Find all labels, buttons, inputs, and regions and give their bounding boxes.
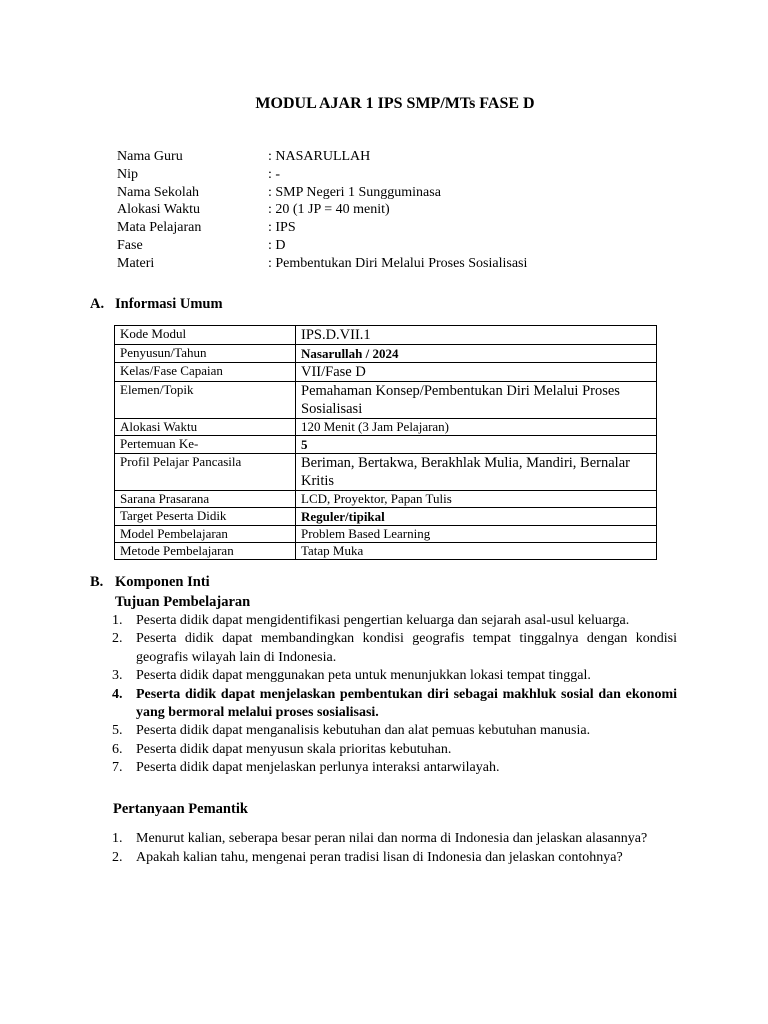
table-value: IPS.D.VII.1: [296, 326, 657, 345]
identity-value: : NASARULLAH: [268, 149, 371, 164]
list-item: Peserta didik dapat menyusun skala prioritas kebutuhan.: [136, 741, 452, 757]
table-value: Pemahaman Konsep/Pembentukan Diri Melalui Proses Sosialisasi: [296, 382, 657, 419]
table-row: [115, 454, 657, 491]
identity-row: [117, 184, 677, 202]
section-a-heading: [90, 295, 223, 313]
identity-row: [117, 255, 677, 273]
section-title: Informasi Umum: [115, 296, 223, 312]
identity-value: : Pembentukan Diri Melalui Proses Sosialisasi: [268, 255, 528, 271]
identity-block: [117, 148, 677, 273]
identity-label: Materi: [117, 255, 155, 271]
identity-label: Nama Sekolah: [117, 184, 200, 200]
table-value: 120 Menit (3 Jam Pelajaran): [296, 419, 657, 436]
identity-value: : IPS: [268, 220, 296, 236]
table-key: Penyusun/Tahun: [115, 345, 296, 363]
table-value: Reguler/tipikal: [296, 508, 657, 526]
table-row: [115, 543, 657, 560]
identity-row: [117, 201, 677, 219]
list-item: Peserta didik dapat menganalisis kebutuhan dan alat pemuas kebutuhan manusia.: [136, 723, 591, 739]
section-title: Komponen Inti: [115, 574, 210, 590]
table-value: LCD, Proyektor, Papan Tulis: [296, 491, 657, 508]
section-letter: B.: [90, 574, 104, 590]
table-row: [115, 382, 657, 419]
identity-row: [117, 237, 677, 255]
section-letter: A.: [90, 296, 105, 312]
list-item: Menurut kalian, seberapa besar peran nilai dan norma di Indonesia dan jelaskan alasannya?: [136, 831, 648, 846]
identity-value: : 20 (1 JP = 40 menit): [268, 202, 390, 218]
table-value: Problem Based Learning: [296, 526, 657, 543]
table-row: [115, 326, 657, 345]
table-key: Sarana Prasarana: [115, 491, 296, 508]
identity-value: : D: [268, 237, 286, 253]
identity-label: Nama Guru: [117, 149, 183, 164]
identity-row: [117, 219, 677, 237]
table-value: Tatap Muka: [296, 543, 657, 560]
identity-row: [117, 166, 677, 184]
identity-label: Alokasi Waktu: [117, 202, 200, 218]
identity-label: Nip: [117, 166, 138, 182]
list-item: Peserta didik dapat menjelaskan perlunya interaksi antarwilayah.: [136, 760, 500, 776]
list-item: Apakah kalian tahu, mengenai peran tradisi lisan di Indonesia dan jelaskan contohnya?: [136, 850, 623, 865]
table-key: Metode Pembelajaran: [115, 543, 296, 560]
identity-label: Fase: [117, 237, 143, 253]
identity-row: [117, 148, 677, 166]
document-title: MODUL AJAR 1 IPS SMP/MTs FASE D: [255, 95, 535, 112]
tujuan-list: [112, 612, 677, 778]
table-row: [115, 363, 657, 382]
list-item: Peserta didik dapat menjelaskan pembentukan diri sebagai makhluk sosial dan ekonomi yang bermoral melalui proses sosialisasi.: [136, 686, 677, 721]
table-key: Elemen/Topik: [115, 382, 296, 419]
table-row: [115, 508, 657, 526]
list-item: Peserta didik dapat mengidentifikasi pengertian keluarga dan sejarah asal-usul keluarga.: [136, 613, 630, 628]
table-value: VII/Fase D: [296, 363, 657, 382]
table-key: Kelas/Fase Capaian: [115, 363, 296, 382]
table-row: [115, 526, 657, 543]
table-key: Model Pembelajaran: [115, 526, 296, 543]
table-row: [115, 345, 657, 363]
table-key: Pertemuan Ke-: [115, 436, 296, 454]
list-item: Peserta didik dapat menggunakan peta untuk menunjukkan lokasi tempat tinggal.: [136, 668, 591, 684]
table-row: [115, 491, 657, 508]
identity-label: Mata Pelajaran: [117, 220, 202, 236]
identity-value: : SMP Negeri 1 Sungguminasa: [268, 184, 441, 200]
table-value: Nasarullah / 2024: [296, 345, 657, 363]
table-value: 5: [296, 436, 657, 454]
table-key: Target Peserta Didik: [115, 508, 296, 526]
info-table: [114, 325, 657, 560]
pemantik-heading: Pertanyaan Pemantik: [113, 801, 248, 817]
identity-value: : -: [268, 166, 281, 182]
list-item: Peserta didik dapat membandingkan kondisi geografis tempat tinggalnya dengan kondisi geografis wilayah lain di Indonesia.: [136, 631, 677, 665]
table-row: [115, 419, 657, 436]
table-key: Profil Pelajar Pancasila: [115, 454, 296, 491]
pemantik-list: [112, 829, 677, 867]
table-value: Beriman, Bertakwa, Berakhlak Mulia, Mandiri, Bernalar Kritis: [296, 454, 657, 491]
table-key: Alokasi Waktu: [115, 419, 296, 436]
table-key: Kode Modul: [115, 326, 296, 345]
table-row: [115, 436, 657, 454]
section-b-heading: [90, 573, 210, 591]
tujuan-heading: Tujuan Pembelajaran: [115, 594, 251, 610]
